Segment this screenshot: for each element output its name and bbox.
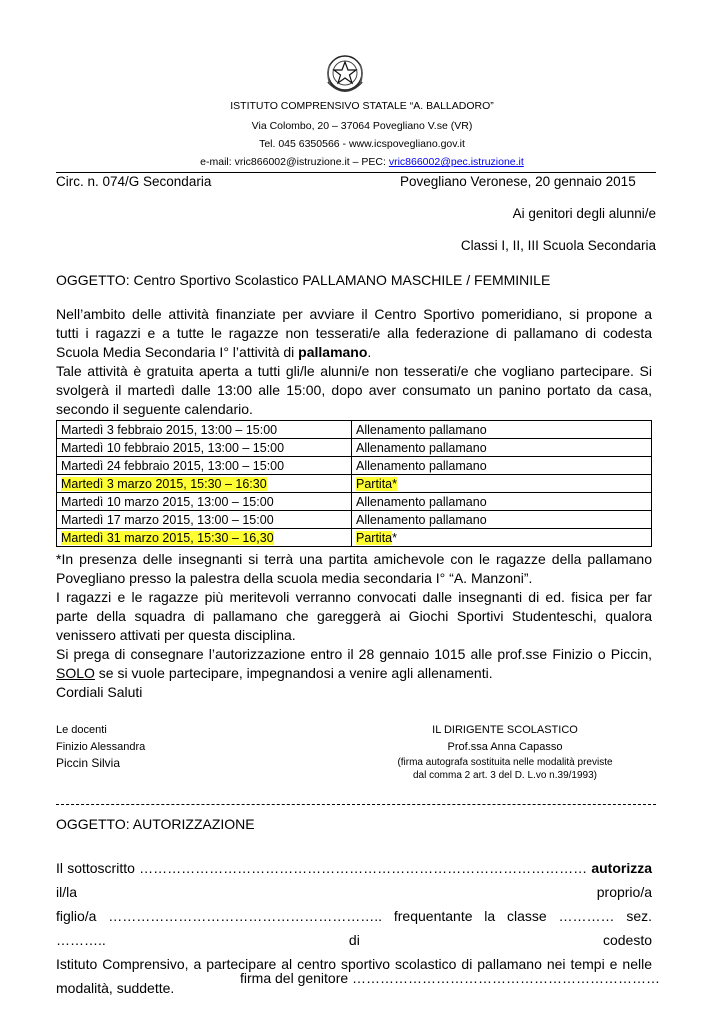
authorization-bold: autorizza — [591, 860, 652, 876]
calendar-date: Martedì 17 marzo 2015, 13:00 – 15:00 — [61, 512, 274, 527]
principal-name: Prof.ssa Anna Capasso — [447, 741, 563, 753]
calendar-date: Martedì 10 marzo 2015, 13:00 – 15:00 — [61, 494, 274, 509]
intro-text: . — [367, 344, 372, 360]
intro-bold: pallamano — [298, 344, 368, 360]
recipients-line-1: Ai genitori degli alunni/e — [512, 206, 656, 221]
calendar-activity: Allenamento pallamano — [356, 494, 487, 509]
authorization-title: OGGETTO: AUTORIZZAZIONE — [56, 816, 255, 832]
intro-line: tutti i ragazzi e a tutte le ragazze non tesserati/e alla federazione di pallamano di codesta — [56, 325, 652, 341]
calendar-date-cell — [57, 475, 352, 493]
calendar-table — [56, 420, 652, 547]
calendar-date-cell — [57, 511, 352, 529]
authorization-text: il/la proprio/a — [56, 884, 652, 900]
calendar-row — [57, 475, 652, 493]
authorization-line: Istituto Comprensivo, a partecipare al centro sportivo scolastico di pallamano nei tempi e nelle — [56, 956, 652, 972]
calendar-activity: Allenamento pallamano — [356, 440, 487, 455]
teacher-name-2: Piccin Silvia — [56, 756, 121, 770]
calendar-date: Martedì 24 febbraio 2015, 13:00 – 15:00 — [61, 458, 285, 473]
calendar-activity-cell — [352, 457, 652, 475]
header-divider — [56, 172, 656, 173]
calendar-activity-cell — [352, 511, 652, 529]
calendar-activity: Partita — [356, 530, 393, 545]
teachers-title: Le docenti — [56, 724, 107, 736]
calendar-date: Martedì 3 marzo 2015, 15:30 – 16:30 — [61, 476, 267, 491]
calendar-row — [57, 511, 652, 529]
details-line: Si prega di consegnare l’autorizzazione entro il 28 gennaio 1015 alle prof.sse Finizio o Piccin, — [56, 646, 652, 662]
circular-number: Circ. n. 074/G Secondaria — [56, 174, 212, 189]
calendar-row — [57, 529, 652, 547]
calendar-date-cell — [57, 493, 352, 511]
calendar-activity-cell — [352, 421, 652, 439]
subject-line: OGGETTO: Centro Sportivo Scolastico PALLAMANO MASCHILE / FEMMINILE — [56, 272, 551, 288]
intro-paragraph — [56, 305, 652, 419]
details-line: *In presenza delle insegnanti si terrà una partita amichevole con le ragazze della pallamano — [56, 551, 652, 567]
republic-emblem-icon — [320, 52, 370, 98]
calendar-activity: Allenamento pallamano — [356, 512, 487, 527]
signature-note-1: (firma autografa sostituita nelle modalità previste — [397, 757, 613, 768]
calendar-row — [57, 457, 652, 475]
principal-title: IL DIRIGENTE SCOLASTICO — [432, 724, 578, 736]
pec-link[interactable]: vric866002@pec.istruzione.it — [388, 156, 524, 168]
recipients-line-2: Classi I, II, III Scuola Secondaria — [460, 238, 656, 253]
intro-text: Scuola Media Secondaria I° l’attività di — [56, 344, 299, 360]
details-line: I ragazzi e le ragazze più meritevoli verranno convocati dalle insegnanti di ed. fisica per far — [56, 589, 652, 605]
calendar-date: Martedì 10 febbraio 2015, 13:00 – 15:00 — [61, 440, 285, 455]
calendar-row — [57, 439, 652, 457]
school-name: ISTITUTO COMPRENSIVO STATALE “A. BALLADORO” — [230, 100, 494, 112]
calendar-activity: Allenamento pallamano — [356, 458, 487, 473]
email-text: e-mail: vric866002@istruzione.it – PEC: — [200, 156, 389, 168]
intro-line: svolgerà il martedì dalle 13:00 alle 15:00, dopo aver consumato un panino portato da casa, — [56, 382, 652, 398]
calendar-activity: Partita* — [356, 476, 397, 491]
calendar-date-cell — [57, 457, 352, 475]
intro-line: Tale attività è gratuita aperta a tutti gli/le alunni/e non tesserati/e che vogliano partecipare. Si — [56, 363, 652, 379]
details-line: venissero attivati per questa disciplina. — [56, 627, 296, 643]
intro-line: secondo il seguente calendario. — [56, 401, 253, 417]
calendar-activity-suffix: * — [392, 530, 398, 545]
calendar-date: Martedì 31 marzo 2015, 15:30 – 16,30 — [61, 530, 274, 545]
cut-line — [56, 804, 656, 805]
calendar-row — [57, 493, 652, 511]
calendar-row — [57, 421, 652, 439]
signature-note-2: dal comma 2 art. 3 del D. L.vo n.39/1993) — [413, 770, 597, 781]
details-line — [56, 664, 652, 683]
school-phone-web: Tel. 045 6350566 - www.icspovegliano.gov.it — [259, 138, 465, 150]
authorization-text: Il sottoscritto …………………………………………………………………………………… — [56, 860, 592, 876]
calendar-activity-cell — [352, 493, 652, 511]
calendar-date: Martedì 3 febbraio 2015, 13:00 – 15:00 — [61, 422, 278, 437]
authorization-line — [56, 856, 652, 904]
intro-line — [56, 343, 652, 362]
circular-date: Povegliano Veronese, 20 gennaio 2015 — [400, 174, 636, 189]
teacher-name-1: Finizio Alessandra — [56, 741, 146, 753]
calendar-date-cell — [57, 421, 352, 439]
details-line: parte della squadra di pallamano che gareggerà ai Giochi Sportivi Studenteschi, qualora — [56, 608, 652, 624]
school-email-line — [0, 156, 724, 168]
school-address: Via Colombo, 20 – 37064 Povegliano V.se (VR) — [251, 120, 473, 132]
authorization-line: figlio/a ………………………………………………….. frequentante la classe ………… sez. ……….. di codesto — [56, 908, 652, 948]
solo-underlined: SOLO — [56, 665, 95, 681]
intro-line: Nell’ambito delle attività finanziate per avviare il Centro Sportivo pomeridiano, si propone a — [56, 306, 652, 322]
details-paragraph — [56, 550, 652, 702]
calendar-activity-cell — [352, 439, 652, 457]
authorization-line: modalità, suddette. — [56, 980, 175, 996]
calendar-date-cell — [57, 529, 352, 547]
details-text: se si vuole partecipare, impegnandosi a venire agli allenamenti. — [94, 665, 493, 681]
parent-signature-line: firma del genitore ………………………………………………………… — [240, 970, 661, 986]
calendar-activity-cell — [352, 529, 652, 547]
calendar-activity-cell — [352, 475, 652, 493]
calendar-activity: Allenamento pallamano — [356, 422, 487, 437]
calendar-date-cell — [57, 439, 352, 457]
details-line: Povegliano presso la palestra della scuola media secondaria I° “A. Manzoni”. — [56, 570, 533, 586]
closing-salutation: Cordiali Saluti — [56, 684, 143, 700]
